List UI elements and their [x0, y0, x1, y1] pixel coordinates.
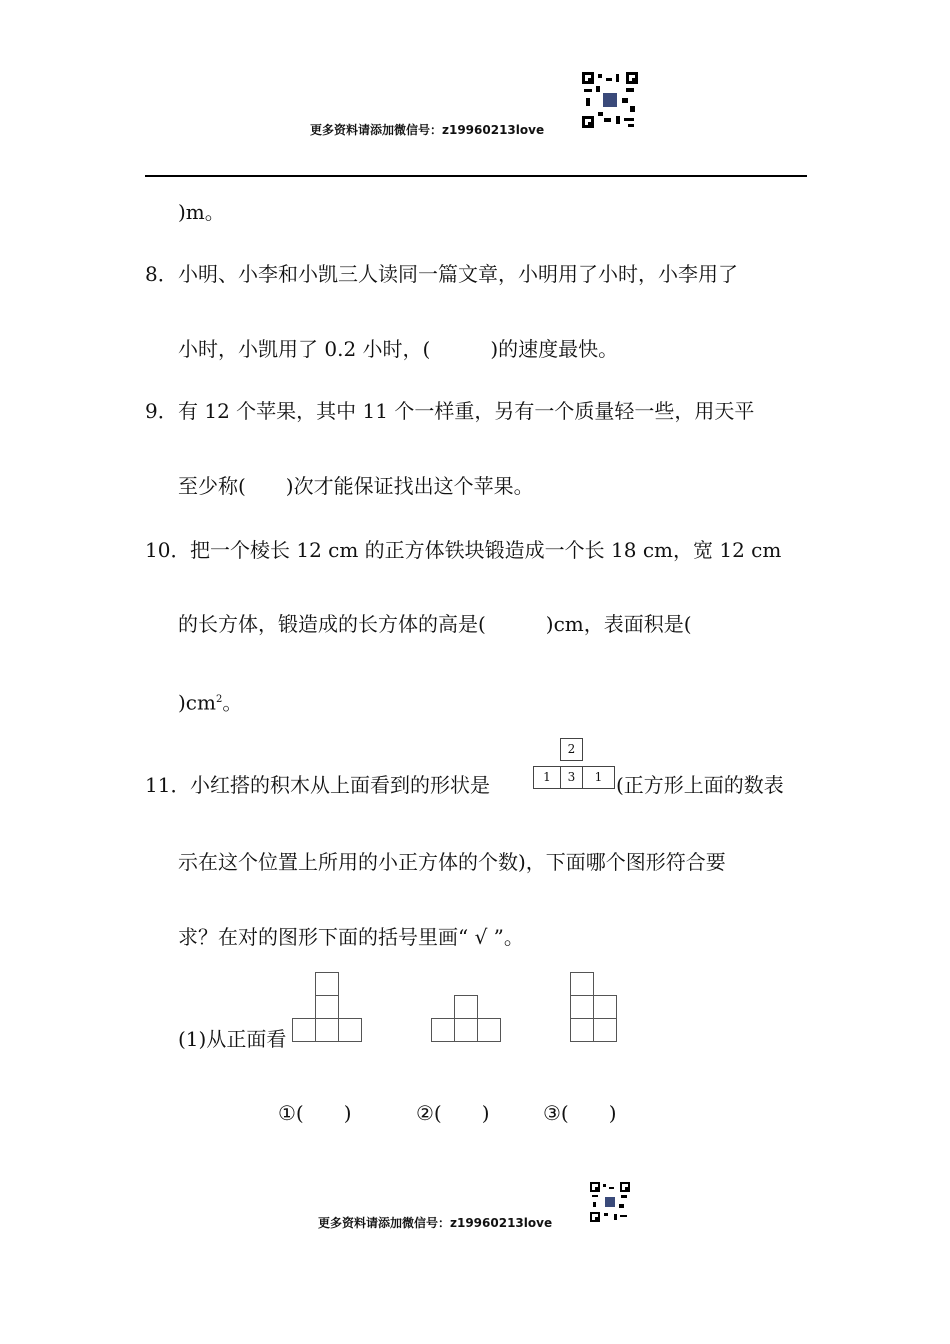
top-view-cell: 1 [533, 766, 561, 789]
q11-line1-b: (正方形上面的数表 [616, 773, 784, 797]
top-view-cell: 2 [560, 738, 583, 761]
q11-number: 11． [145, 773, 191, 797]
footer-contact: 更多资料请添加微信号：z19960213love [318, 1216, 553, 1230]
q10-line1: 把一个棱长 12 cm 的正方体铁块锻造成一个长 18 cm，宽 12 cm [190, 538, 782, 562]
q11-line3: 求？在对的图形下面的括号里画“ √ ”。 [178, 925, 524, 949]
q10-number: 10． [145, 538, 191, 562]
q11-line2: 示在这个位置上所用的小正方体的个数)，下面哪个图形符合要 [178, 850, 726, 874]
q11-line1-a: 小红搭的积木从上面看到的形状是 [190, 773, 490, 797]
q10-line2: 的长方体，锻造成的长方体的高是( )cm，表面积是( [178, 612, 692, 636]
q9-line1: 有 12 个苹果，其中 11 个一样重，另有一个质量轻一些，用天平 [178, 399, 755, 423]
top-view-cell: 3 [560, 766, 583, 789]
option-3[interactable]: ③( ) [543, 1101, 617, 1125]
q8-number: 8． [145, 262, 178, 286]
option-2[interactable]: ②( ) [416, 1101, 490, 1125]
q8-line2: 小时，小凯用了 0.2 小时，( )的速度最快。 [178, 337, 619, 361]
q9-number: 9． [145, 399, 178, 423]
q11-sub1-label: (1)从正面看 [178, 1027, 287, 1051]
header-contact: 更多资料请添加微信号：z19960213love [310, 123, 545, 137]
top-view-cell: 1 [582, 766, 615, 789]
q10-line3: )$cm^2$。 [178, 690, 243, 715]
q7-tail: )m。 [178, 200, 225, 224]
option-1[interactable]: ①( ) [278, 1101, 352, 1125]
q9-line2: 至少称( )次才能保证找出这个苹果。 [178, 474, 534, 498]
qr-code-icon [582, 72, 638, 128]
qr-code-icon [590, 1182, 630, 1222]
q8-line1: 小明、小李和小凯三人读同一篇文章，小明用了小时，小李用了 [178, 262, 738, 286]
header-divider [145, 175, 807, 177]
